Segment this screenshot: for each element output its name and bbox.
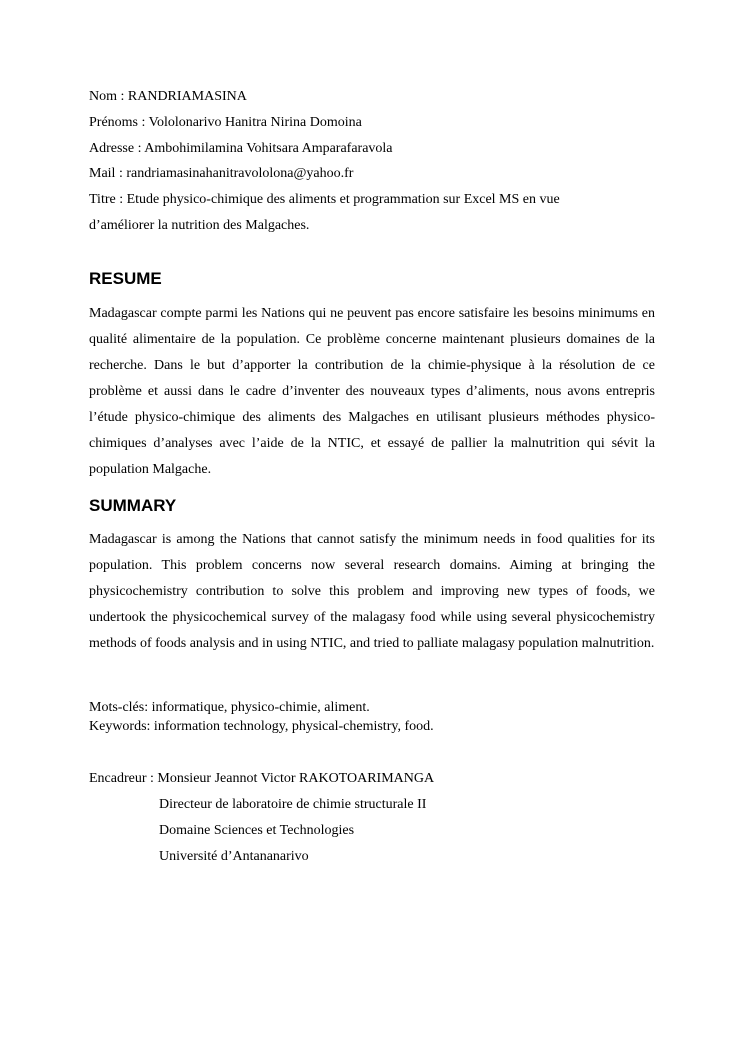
thesis-title-line-1: Titre : Etude physico-chimique des aliments et programmation sur Excel MS en vue bbox=[89, 192, 560, 207]
author-email: Mail : randriamasinahanitravololona@yahoo.fr bbox=[89, 166, 354, 181]
resume-heading: RESUME bbox=[89, 269, 162, 288]
keywords: Keywords: information technology, physical-chemistry, food. bbox=[89, 719, 434, 734]
resume-paragraph: Madagascar compte parmi les Nations qui ne peuvent pas encore satisfaire les besoins minimums en qualité alimentaire de la population. Ce problème concerne maintenant plusieurs domaines de la recherche. Dans le but d’apporter la contribution de la chimie-physique à la résolution de ce problème et aussi dans le cadre d’inventer des nouveaux types d’aliments, nous avons entrepris l’étude physico-chimique des aliments des Malgaches en utilisant plusieurs méthodes physico-chimiques d’analyses avec l’aide de la NTIC, et essayé de pallier la malnutrition qui sévit la population Malgache. bbox=[89, 306, 655, 477]
author-address: Adresse : Ambohimilamina Vohitsara Amparafaravola bbox=[89, 141, 393, 156]
supervisor-name: Encadreur : Monsieur Jeannot Victor RAKOTOARIMANGA bbox=[89, 771, 435, 786]
thesis-title-line-2: d’améliorer la nutrition des Malgaches. bbox=[89, 218, 310, 233]
author-name: Nom : RANDRIAMASINA bbox=[89, 89, 247, 104]
summary-heading: SUMMARY bbox=[89, 496, 177, 515]
supervisor-domain: Domaine Sciences et Technologies bbox=[159, 823, 355, 838]
supervisor-university: Université d’Antananarivo bbox=[159, 849, 309, 864]
author-first-names: Prénoms : Vololonarivo Hanitra Nirina Domoina bbox=[89, 115, 362, 130]
supervisor-position: Directeur de laboratoire de chimie structurale II bbox=[159, 797, 427, 812]
mots-cles: Mots-clés: informatique, physico-chimie, aliment. bbox=[89, 700, 370, 715]
summary-paragraph: Madagascar is among the Nations that cannot satisfy the minimum needs in food qualities for its population. This problem concerns now several research domains. Aiming at bringing the physicochemistry contribution to solve this problem and improving new types of foods, we undertook the physicochemical survey of the malagasy food while using several physicochemistry methods of foods analysis and in using NTIC, and tried to palliate malagasy population malnutrition. bbox=[89, 532, 655, 651]
